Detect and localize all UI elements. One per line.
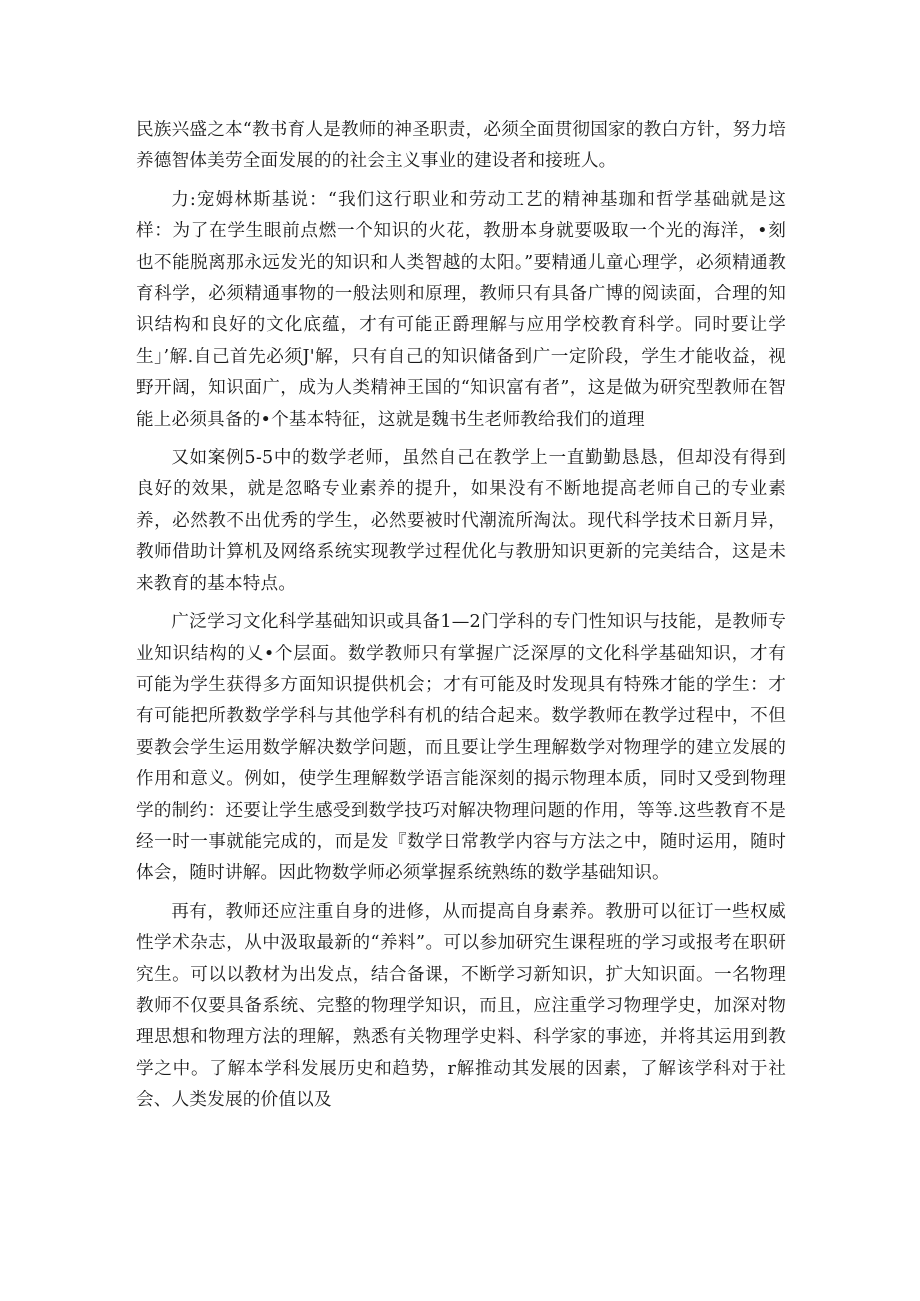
paragraph-1: 民族兴盛之本“教书育人是教师的神圣职责，必须全面贯彻国家的教白方针，努力培养德智体美劳全面发展的的社会主义事业的建设者和接班人。 xyxy=(136,120,786,172)
document-body xyxy=(136,115,786,1124)
paragraph-3: 又如案例5-5中的数学老师，虽然自己在教学上一直勤勤恳恳，但却没有得到良好的效果，就是忽略专业素养的提升，如果没有不断地提高老师自己的专业素养，必然教不出优秀的学生，必然要被时代潮流所淘汰。现代科学技术日新月异，教师借助计算机及网络系统实现教学过程优化与教册知识更新的完美结合，这是未来教育的基本特点。 xyxy=(136,448,786,594)
paragraph-5: 再有，教师还应注重自身的进修，从而提高自身素养。教册可以征订一些权威性学术杂志，从中汲取最新的“养料”。可以参加研究生课程班的学习或报考在职研究生。可以以教材为出发点，结合备课，不断学习新知识，扩大知识面。一名物理教师不仅要具备系统、完整的物理学知识，而且，应注重学习物理学史，加深对物理思想和物理方法的理解，熟悉有关物理学史料、科学家的事迹，并将其运用到教学之中。了解本学科发展历史和趋势，r解推动其发展的因素，了解该学科对于社会、人类发展的价值以及 xyxy=(136,901,786,1111)
paragraph-4: 广泛学习文化科学基础知识或具备1—2门学科的专门性知识与技能，是教师专业知识结构的乂•个层面。数学教师只有掌握广泛深厚的文化科学基础知识，才有可能为学生获得多方面知识提供机会；才有可能及时发现具有特殊才能的学生：才有可能把所教数学学科与其他学科有机的结合起来。数学教师在教学过程中，不但要教会学生运用数学解决数学问题，而且要让学生理解数学对物理学的建立发展的作用和意义。例如，使学生理解数学语言能深刻的揭示物理本质，同时又受到物理学的制约：还要让学生感受到数学技巧对解决物理问题的作用，等等.这些教育不是经一时一事就能完成的，而是发『数学日常教学内容与方法之中，随时运用，随时体会，随时讲解。因此物数学师必须掌握系统熟练的数学基础知识。 xyxy=(136,612,786,884)
paragraph-2: 力:宠姆林斯基说：“我们这行职业和劳动工艺的精神基珈和哲学基础就是这样：为了在学生眼前点燃一个知识的火花，教册本身就要吸取一个光的海洋，•刻也不能脱离那永远发光的知识和人类智越的太阳。”要精通儿童心理学，必须精通教育科学，必须精通事物的一般法则和原理，教师只有具备广博的阅读面，合理的知识结构和良好的文化底蕴，才有可能正爵理解与应用学校教育科学。同时要让学生」’解.自己首先必须J'解，只有自己的知识储备到广一定阶段，学生才能收益，视野开阔，知识面广，成为人类精神王国的“知识富有者”，这是做为研究型教师在智能上必须具备的•个基本特征，这就是魏书生老师教给我们的道理 xyxy=(136,189,786,430)
